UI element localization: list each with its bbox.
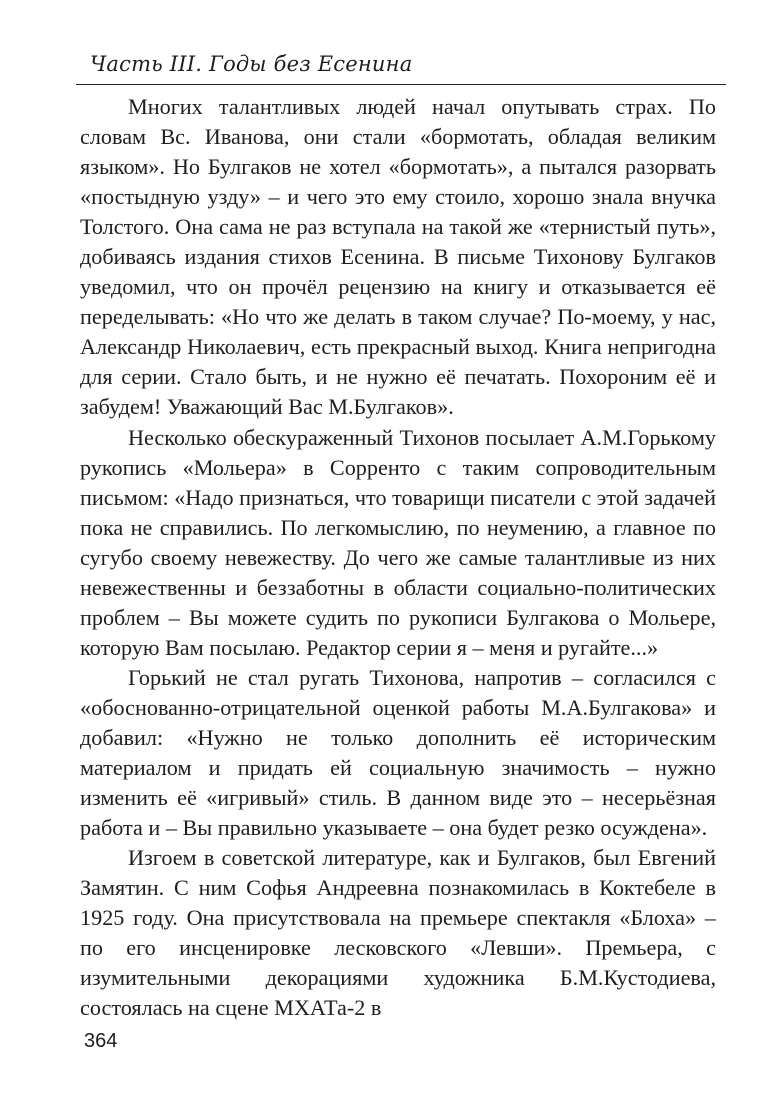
header-rule (76, 84, 726, 85)
paragraph: Многих талантливых людей начал опутывать страх. По словам Вс. Иванова, они стали «бормотать, обладая великим языком». Но Булгаков не хотел «бормотать», а пытался разорвать «постыдную узду» – и чего это ему стоило, хорошо знала внучка Толстого. Она сама не раз вступала на такой же «тернистый путь», добиваясь издания стихов Есенина. В письме Тихонову Булгаков уведомил, что он прочёл рецензию на книгу и отказывается её переделывать: «Но что же делать в таком случае? По-моему, у нас, Александр Николаевич, есть прекрасный выход. Книга непригодна для серии. Стало быть, и не нужно её печатать. Похороним её и забудем! Уважающий Вас М.Булгаков». (80, 94, 716, 420)
paragraph: Несколько обескураженный Тихонов посылает А.М.Горькому рукопись «Мольера» в Сорренто с таким сопроводительным письмом: «Надо признаться, что товарищи писатели с этой задачей пока не справились. По легкомыслию, по неумению, а главное по сугубо своему невежеству. До чего же самые талантливые из них невежественны и беззаботны в области социально-политических проблем – Вы можете судить по рукописи Булгакова о Мольере, которую Вам посылаю. Редактор серии я – меня и ругайте...» (80, 424, 716, 660)
running-head: Часть III. Годы без Есенина (90, 52, 413, 76)
page-number: 364 (84, 1030, 118, 1052)
paragraph: Горький не стал ругать Тихонова, напротив – согласился с «обоснованно-отрицательной оценкой работы М.А.Булгакова» и добавил: «Нужно не только дополнить её историческим материалом и придать ей социальную значимость – нужно изменить её «игривый» стиль. В данном виде это – несерьёзная работа и – Вы правильно указываете – она будет резко осуждена». (80, 664, 716, 841)
body-text (80, 92, 716, 1023)
paragraph: Изгоем в советской литературе, как и Булгаков, был Евгений Замятин. С ним Софья Андреевна познакомилась в Коктебеле в 1925 году. Она присутствовала на премьере спектакля «Блоха» – по его инсценировке лесковского «Левши». Премьера, с изумительными декорациями художника Б.М.Кустодиева, состоялась на сцене МХАТа-2 в (80, 845, 716, 1021)
